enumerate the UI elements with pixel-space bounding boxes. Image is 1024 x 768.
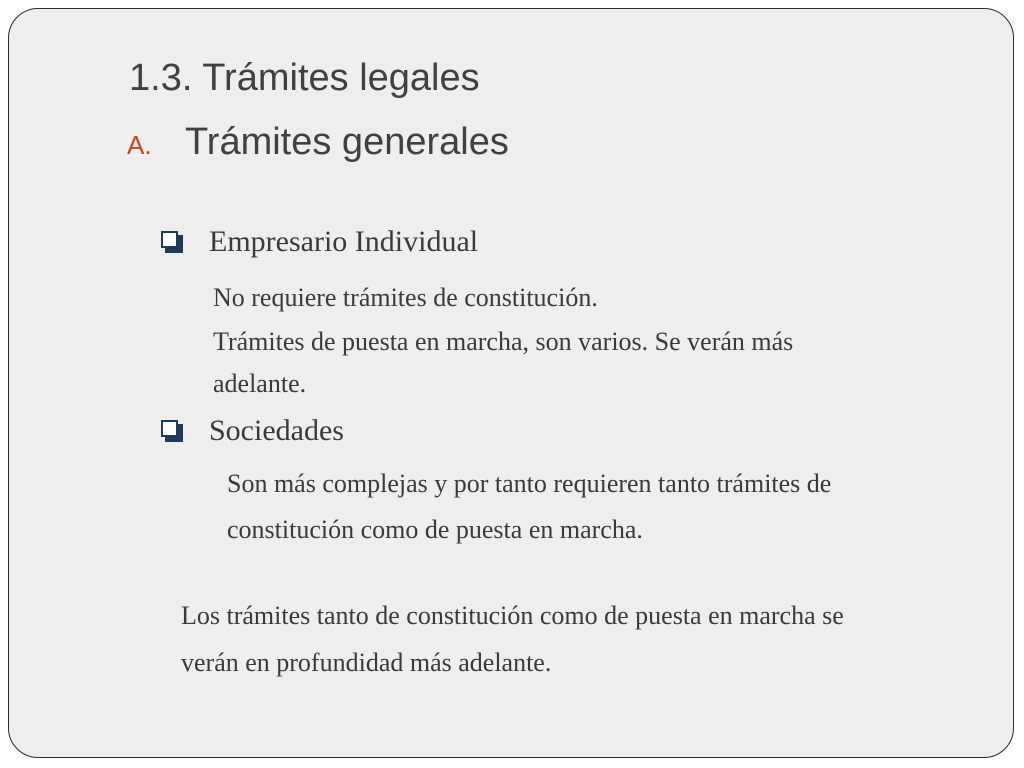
bullet-sociedades <box>161 414 344 448</box>
body-line: No requiere trámites de constitución. <box>213 283 598 312</box>
body-line: Son más complejas y por tanto requieren tanto trámites de <box>227 469 832 498</box>
body-line: constitución como de puesta en marcha. <box>227 515 643 544</box>
body-line: adelante. <box>213 369 307 398</box>
slide-title: 1.3. Trámites legales <box>129 57 480 99</box>
closing-line: Los trámites tanto de constitución como de puesta en marcha se <box>181 601 844 630</box>
bullet-label: Empresario Individual <box>209 225 479 258</box>
checkbox-icon <box>161 231 183 253</box>
subtitle-marker: A. <box>127 130 152 160</box>
slide-subtitle <box>127 121 509 164</box>
body-line: Trámites de puesta en marcha, son varios. Se verán más <box>213 327 794 356</box>
subtitle-text: Trámites generales <box>185 121 509 163</box>
bullet-label: Sociedades <box>209 414 344 447</box>
checkbox-icon <box>161 420 183 442</box>
bullet-empresario-individual <box>161 225 478 259</box>
closing-line: verán en profundidad más adelante. <box>181 648 552 677</box>
slide <box>8 8 1014 758</box>
